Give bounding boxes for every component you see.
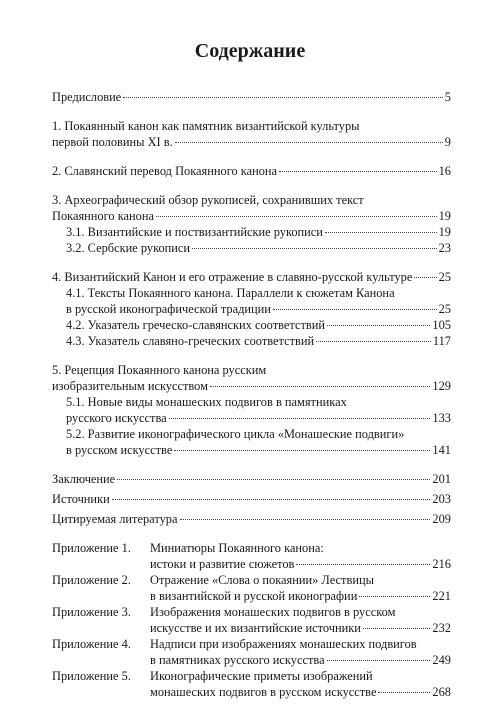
toc-entry-continuation[interactable] bbox=[52, 378, 451, 394]
page-number: 129 bbox=[432, 379, 451, 393]
page-number: 216 bbox=[432, 557, 451, 571]
toc-subentry-continuation[interactable] bbox=[66, 410, 451, 426]
toc-subentry[interactable] bbox=[66, 394, 451, 410]
page-number: 268 bbox=[432, 685, 451, 699]
page-number: 201 bbox=[432, 472, 451, 486]
toc-entry-text: 3. Археографический обзор рукописей, сохранивших текст bbox=[52, 193, 364, 207]
toc-subentry-text: в русском искусстве bbox=[66, 443, 173, 457]
page-title: Содержание bbox=[194, 40, 306, 62]
appendix-entry-text: Надписи при изображениях монашеских подвигов bbox=[150, 637, 417, 651]
appendix-entry-continuation[interactable] bbox=[150, 652, 451, 668]
page-number: 133 bbox=[432, 411, 451, 425]
appendix-label: Приложение 4. bbox=[52, 637, 131, 651]
page-number: 25 bbox=[438, 302, 451, 316]
leader-dots bbox=[296, 564, 430, 565]
toc-entry[interactable] bbox=[52, 471, 451, 487]
leader-dots bbox=[112, 499, 431, 500]
toc-entry[interactable] bbox=[52, 362, 451, 378]
appendix-entry-text: Иконографические приметы изображений bbox=[150, 669, 373, 683]
toc-subentry-text: 4.1. Тексты Покаянного канона. Параллели к сюжетам Канона bbox=[66, 286, 395, 300]
appendix-entry-text: Отражение «Слова о покаянии» Лествицы bbox=[150, 573, 374, 587]
toc-subentry-text: русского искусства bbox=[66, 411, 167, 425]
appendix-entry-text: в памятниках русского искусства bbox=[150, 653, 325, 667]
toc-subentry-continuation[interactable] bbox=[66, 442, 451, 458]
page-number: 221 bbox=[432, 589, 451, 603]
toc-entry[interactable] bbox=[52, 118, 451, 134]
toc-entry[interactable] bbox=[52, 269, 451, 285]
page-number: 25 bbox=[438, 270, 451, 284]
toc-subentry[interactable] bbox=[66, 224, 451, 240]
appendix-entry-continuation[interactable] bbox=[150, 684, 451, 700]
toc-entry-text: изобразительным искусством bbox=[52, 379, 208, 393]
page-number: 141 bbox=[432, 443, 451, 457]
toc-entry[interactable] bbox=[52, 491, 451, 507]
toc-subentry-text: 4.2. Указатель греческо-славянских соответствий bbox=[66, 318, 325, 332]
appendix-entry-continuation[interactable] bbox=[150, 620, 451, 636]
toc-subentry-continuation[interactable] bbox=[66, 301, 451, 317]
page-number: 23 bbox=[438, 241, 451, 255]
toc-entry-continuation[interactable] bbox=[52, 208, 451, 224]
appendix-entry-text: искусстве и их византийские источники bbox=[150, 621, 361, 635]
leader-dots bbox=[210, 386, 430, 387]
appendix-entry-continuation[interactable] bbox=[150, 588, 451, 604]
toc-subentry[interactable] bbox=[66, 285, 451, 301]
leader-dots bbox=[327, 660, 431, 661]
toc-subentry-text: 3.1. Византийские и поствизантийские рукописи bbox=[66, 225, 323, 239]
page-number: 249 bbox=[432, 653, 451, 667]
leader-dots bbox=[174, 450, 430, 451]
toc-entry-text: Покаянного канона bbox=[52, 209, 154, 223]
appendix-label: Приложение 2. bbox=[52, 573, 131, 587]
leader-dots bbox=[279, 171, 437, 172]
appendix-entry-continuation[interactable] bbox=[150, 556, 451, 572]
toc-entry-continuation[interactable] bbox=[52, 134, 451, 150]
leader-dots bbox=[316, 341, 431, 342]
page-number: 16 bbox=[438, 164, 451, 178]
toc-subentry[interactable] bbox=[66, 317, 451, 333]
toc-subentry-text: в русской иконографической традиции bbox=[66, 302, 271, 316]
leader-dots bbox=[156, 216, 437, 217]
appendix-label: Приложение 5. bbox=[52, 669, 131, 683]
appendix-entry-text: Миниатюры Покаянного канона: bbox=[150, 541, 324, 555]
appendix-entry[interactable] bbox=[150, 668, 451, 684]
leader-dots bbox=[180, 519, 431, 520]
toc-subentry[interactable] bbox=[66, 426, 451, 442]
appendix-entry-text: в византийской и русской иконографии bbox=[150, 589, 358, 603]
appendix-entry-text: Изображения монашеских подвигов в русском bbox=[150, 605, 396, 619]
toc-entry-text: Предисловие bbox=[52, 90, 122, 104]
toc-entry[interactable] bbox=[52, 163, 451, 179]
toc-subentry-text: 5.2. Развитие иконографического цикла «Монашеские подвиги» bbox=[66, 427, 405, 441]
toc-entry-text: Цитируемая литература bbox=[52, 512, 178, 526]
leader-dots bbox=[192, 248, 437, 249]
leader-dots bbox=[414, 277, 436, 278]
page-number: 232 bbox=[432, 621, 451, 635]
toc-entry-text: Источники bbox=[52, 492, 110, 506]
page-number: 5 bbox=[444, 90, 451, 104]
appendix-label: Приложение 3. bbox=[52, 605, 131, 619]
leader-dots bbox=[378, 692, 430, 693]
leader-dots bbox=[325, 232, 437, 233]
leader-dots bbox=[273, 309, 437, 310]
toc-subentry-text: 4.3. Указатель славяно-греческих соответствий bbox=[66, 334, 315, 348]
page-number: 9 bbox=[444, 135, 451, 149]
appendix-entry[interactable] bbox=[150, 572, 451, 588]
toc-entry-text: первой половины XI в. bbox=[52, 135, 173, 149]
toc-entry[interactable] bbox=[52, 89, 451, 105]
leader-dots bbox=[363, 628, 430, 629]
toc-subentry-text: 3.2. Сербские рукописи bbox=[66, 241, 191, 255]
appendix-entry[interactable] bbox=[150, 636, 451, 652]
page-number: 105 bbox=[432, 318, 451, 332]
appendix-label: Приложение 1. bbox=[52, 541, 131, 555]
toc-entry-text: 1. Покаянный канон как памятник византийской культуры bbox=[52, 119, 360, 133]
page-number: 19 bbox=[438, 209, 451, 223]
appendix-entry-text: монашеских подвигов в русском искусстве bbox=[150, 685, 377, 699]
appendix-entry[interactable] bbox=[150, 540, 451, 556]
page-number: 19 bbox=[438, 225, 451, 239]
toc-entry[interactable] bbox=[52, 192, 451, 208]
toc-subentry[interactable] bbox=[66, 333, 451, 349]
toc-subentry-text: 5.1. Новые виды монашеских подвигов в памятниках bbox=[66, 395, 347, 409]
toc-entry-text: 4. Византийский Канон и его отражение в славяно-русской культуре bbox=[52, 270, 413, 284]
leader-dots bbox=[327, 325, 430, 326]
toc-entry-text: 2. Славянский перевод Покаянного канона bbox=[52, 164, 278, 178]
leader-dots bbox=[169, 418, 431, 419]
page-number: 209 bbox=[432, 512, 451, 526]
page-number: 117 bbox=[432, 334, 451, 348]
toc-entry-text: 5. Рецепция Покаянного канона русским bbox=[52, 363, 267, 377]
toc-subentry[interactable] bbox=[66, 240, 451, 256]
leader-dots bbox=[123, 97, 443, 98]
leader-dots bbox=[175, 142, 443, 143]
appendix-entry[interactable] bbox=[150, 604, 451, 620]
toc-entry[interactable] bbox=[52, 511, 451, 527]
appendix-entry-text: истоки и развитие сюжетов bbox=[150, 557, 295, 571]
toc-entry-text: Заключение bbox=[52, 472, 116, 486]
page-number: 203 bbox=[432, 492, 451, 506]
leader-dots bbox=[359, 596, 430, 597]
leader-dots bbox=[117, 479, 430, 480]
